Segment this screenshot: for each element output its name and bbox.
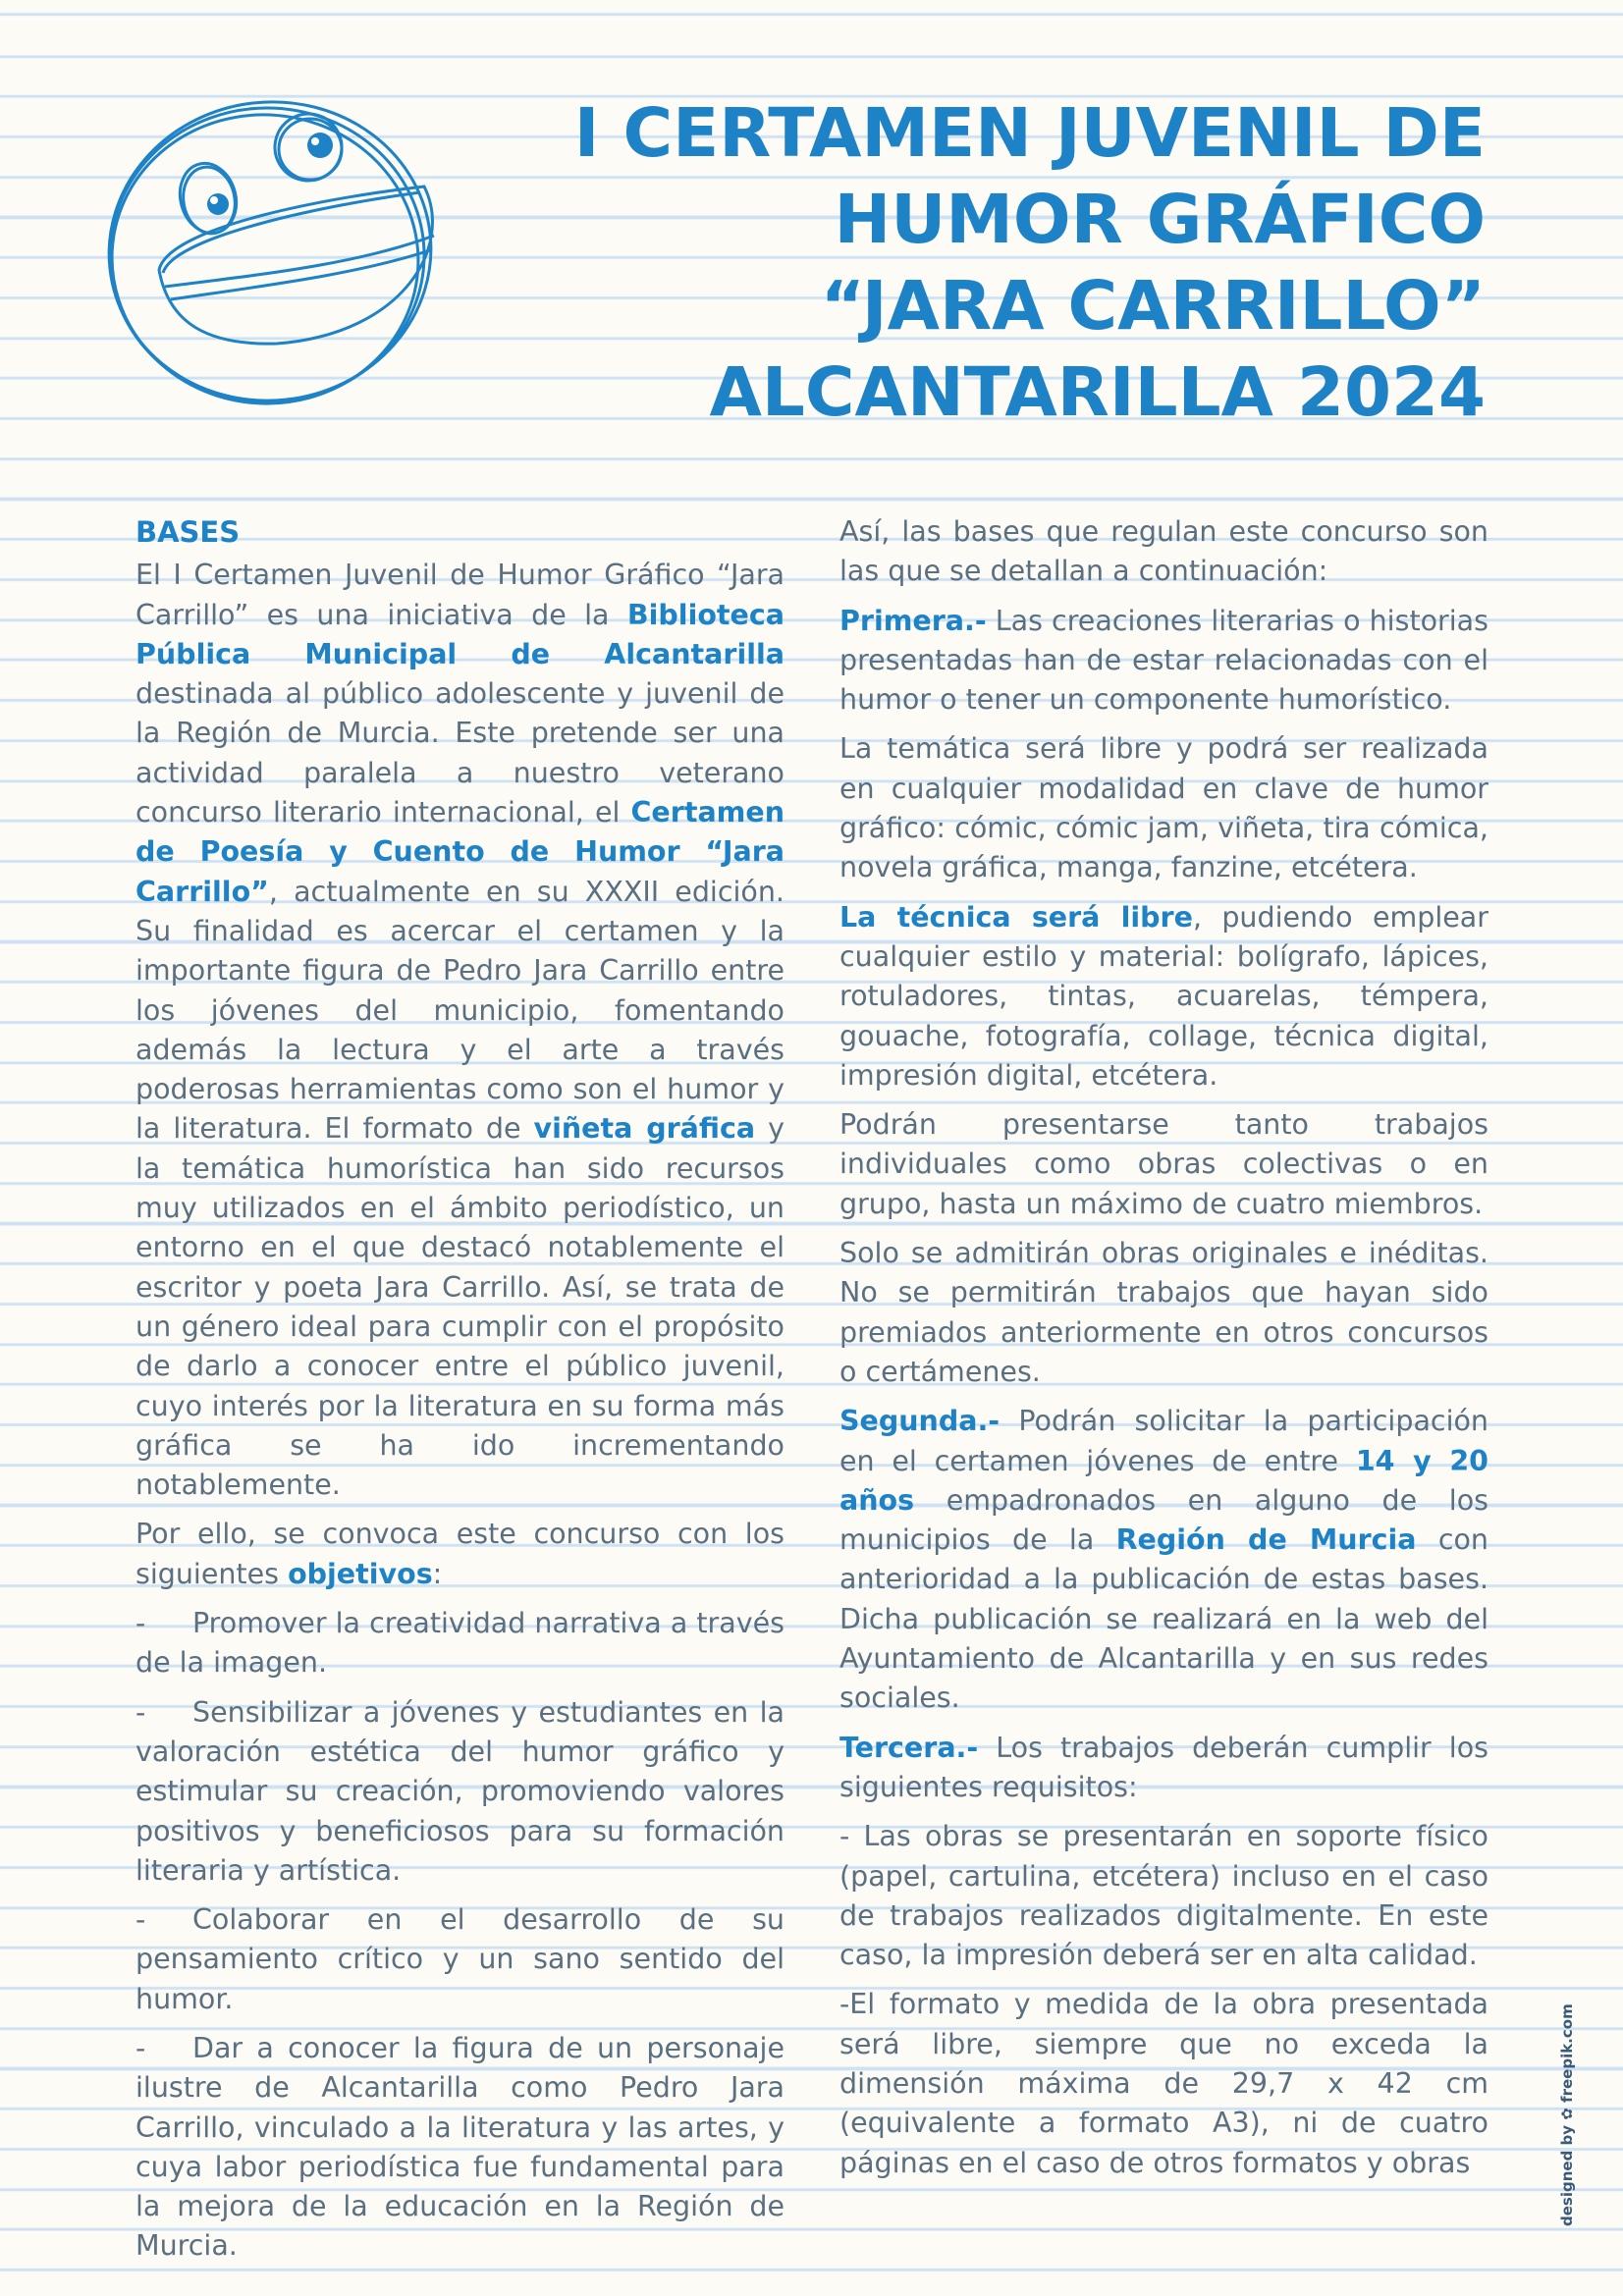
tecnica-text: , pudiendo emplear cualquier estilo y material: bolígrafo, lápices, rotuladores, tintas, acuarelas, témpera, gouache, fotografía, collage, técnica digital, impresión digital, etcétera. xyxy=(839,900,1488,1092)
objetivos-text-2: : xyxy=(432,1557,443,1590)
tematica-paragraph: La temática será libre y podrá ser realizada en cualquier modalidad en clave de humor gráfico: cómic, cómic jam, viñeta, tira cómica, novela gráfica, manga, fanzine, etcétera. xyxy=(839,732,1488,884)
objective-text: Colaborar en el desarrollo de su pensamiento crítico y un sano sentido del humor. xyxy=(135,1903,784,2015)
tecnica-label: La técnica será libre xyxy=(839,900,1193,934)
vineta-grafica: viñeta gráfica xyxy=(533,1112,756,1146)
bases-heading: BASES xyxy=(135,515,241,549)
intro-text-4: y la temática humorística han sido recursos muy utilizados en el ámbito periodístico, un entorno en el que destacó notablemente el escritor y poeta Jara Carrillo. Así, se trata de un género ideal para cumplir con el propósito de darlo a conocer entre el público juvenil, cuyo interés por la literatura en su forma más gráfica se ha ido incrementando notablemente. xyxy=(135,1112,784,1502)
intro-text-3: , actualmente en su XXXII edición. Su finalidad es acercar el certamen y la importante figura de Pedro Jara Carrillo entre los jóvenes del municipio, fomentando además la lectura y el arte a través poderosas herramientas como son el humor y la literatura. El formato de xyxy=(135,875,784,1146)
title-line-4: ALCANTARILLA 2024 xyxy=(709,353,1486,432)
objective-text: Sensibilizar a jóvenes y estudiantes en la valoración estética del humor gráfico y estimular su creación, promoviendo valores positivos y beneficiosos para su formación literaria y artística. xyxy=(135,1695,784,1887)
tecnica-paragraph xyxy=(839,898,1488,1095)
objective-dash: - xyxy=(135,2031,146,2064)
objetivos-word: objetivos xyxy=(288,1557,433,1590)
objective-text: Promover la creatividad narrativa a través de la imagen. xyxy=(135,1607,784,1680)
segunda-label: Segunda.- xyxy=(839,1405,1001,1438)
age-range: 14 y 20 años xyxy=(839,1444,1488,1517)
segunda-text-1: Podrán solicitar la participación en el certamen jóvenes de entre xyxy=(839,1405,1488,1477)
objective-dash: - xyxy=(135,1695,146,1729)
requisito-item: - Las obras se presentarán en soporte físico (papel, cartulina, etcétera) incluso en el caso de trabajos realizados digitalmente. En este caso, la impresión deberá ser en alta calidad. xyxy=(839,1820,1488,1972)
objective-item xyxy=(135,1604,784,1683)
smiley-face-logo xyxy=(81,79,473,432)
individuales-paragraph: Podrán presentarse tanto trabajos individuales como obras colectivas o en grupo, hasta un máximo de cuatro miembros. xyxy=(839,1108,1488,1220)
biblioteca-name: Biblioteca Pública Municipal de Alcantarilla xyxy=(135,598,784,670)
title-line-2: HUMOR GRÁFICO xyxy=(834,181,1486,259)
tercera-paragraph xyxy=(839,1729,1488,1808)
intro-text-1: El I Certamen Juvenil de Humor Gráfico “Jara Carrillo” es una iniciativa de la xyxy=(135,559,784,631)
tercera-label: Tercera.- xyxy=(839,1731,979,1764)
requisito-item: -El formato y medida de la obra presentada será libre, siempre que no exceda la dimensión máxima de 29,7 x 42 cm (equivalente a formato A3), ni de cuatro páginas en el caso de otros formatos y obras xyxy=(839,1988,1488,2179)
bases-intro-paragraph: Así, las bases que regulan este concurso son las que se detallan a continuación: xyxy=(839,515,1488,588)
objective-text: Dar a conocer la figura de un personaje ilustre de Alcantarilla como Pedro Jara Carrillo, vinculado a la literatura y las artes, y cuya labor periodística fue fundamental para la mejora de la educación en la Región de Murcia. xyxy=(135,2031,784,2263)
segunda-text-2: empadronados en alguno de los municipios de la xyxy=(839,1483,1488,1557)
intro-paragraph xyxy=(135,556,784,1505)
objective-item xyxy=(135,1900,784,2019)
certamen-name: Certamen de Poesía y Cuento de Humor “Jara Carrillo” xyxy=(135,796,784,908)
objective-item xyxy=(135,2029,784,2267)
primera-label: Primera.- xyxy=(839,604,987,637)
objetivos-intro xyxy=(135,1515,784,1594)
objetivos-text-1: Por ello, se convoca este concurso con los siguientes xyxy=(135,1518,784,1590)
region-name: Región de Murcia xyxy=(1115,1523,1417,1557)
right-column xyxy=(839,512,1488,2193)
tercera-text: Los trabajos deberán cumplir los siguientes requisitos: xyxy=(839,1731,1488,1803)
primera-paragraph xyxy=(839,602,1488,721)
objective-dash: - xyxy=(135,1903,146,1937)
originales-paragraph: Solo se admitirán obras originales e inéditas. No se permitirán trabajos que hayan sido premiados anteriormente en otros concursos o certámenes. xyxy=(839,1237,1488,1388)
objective-dash: - xyxy=(135,1607,146,1640)
segunda-paragraph xyxy=(839,1402,1488,1718)
objective-item xyxy=(135,1693,784,1891)
page-title xyxy=(574,90,1486,436)
title-line-1: I CERTAMEN JUVENIL DE xyxy=(573,94,1486,173)
primera-text: Las creaciones literarias o historias presentadas han de estar relacionadas con el humor o tener un componente humorístico. xyxy=(839,604,1488,717)
left-column xyxy=(135,512,784,2276)
segunda-text-3: con anterioridad a la publicación de estas bases. Dicha publicación se realizará en la web del Ayuntamiento de Alcantarilla y en sus redes sociales. xyxy=(839,1523,1488,1715)
intro-text-2: destinada al público adolescente y juvenil de la Región de Murcia. Este pretende ser una actividad paralela a nuestro veterano concurso literario internacional, el xyxy=(135,677,784,829)
freepik-credit: designed by ✿ freepik.com xyxy=(1558,2003,1576,2226)
title-line-3: “JARA CARRILLO” xyxy=(820,267,1486,346)
